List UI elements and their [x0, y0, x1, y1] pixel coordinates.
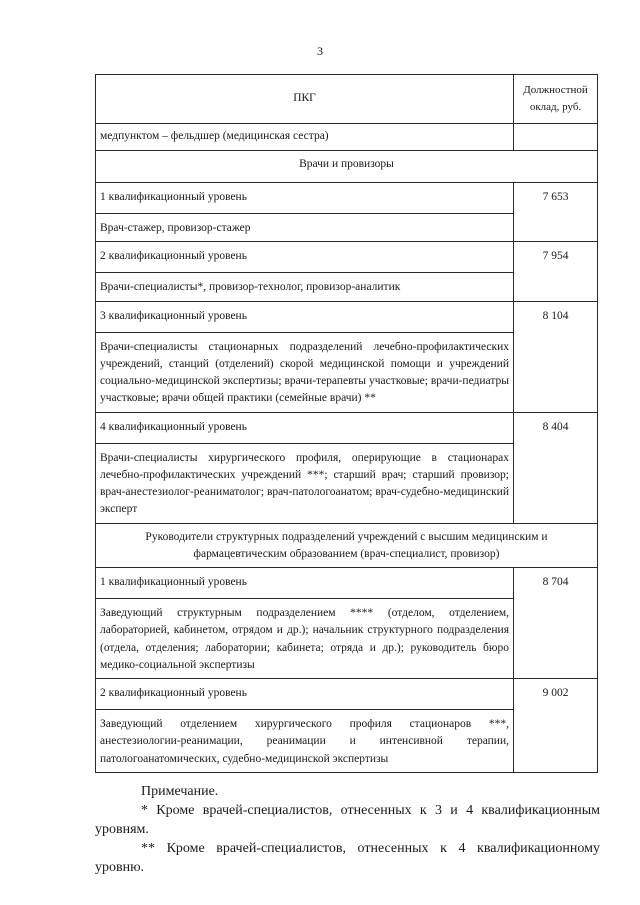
- level-label: 1 квалификационный уровень: [96, 568, 514, 599]
- level-row: [96, 183, 598, 214]
- level-description: Врачи-специалисты стационарных подразделений лечебно-профилактических учреждений, станций (отделений) скорой медицинской помощи и учреждений социально-медицинской экспертизы; врачи-терапевты участковые; врачи-педиатры участковые; врачи общей практики (семейные врачи) **: [96, 332, 514, 412]
- section-row: [96, 151, 598, 183]
- header-salary: [514, 75, 598, 124]
- level-description: Врач-стажер, провизор-стажер: [96, 214, 514, 242]
- section-heads: Руководители структурных подразделений учреждений с высшим медицинским и фармацевтическим образованием (врач-специалист, провизор): [96, 523, 598, 568]
- note-1: * Кроме врачей-специалистов, отнесенных к 3 и 4 квалификационным уровням.: [95, 803, 600, 837]
- level-description: Заведующий структурным подразделением **** (отделом, отделением, лабораторией, кабинетом, отрядом и др.); начальник структурного подразделения (отдела, отделения; лаборатории; кабинета; отряда и др.); руководитель бюро медико-социальной экспертизы: [96, 599, 514, 679]
- level-label: 2 квалификационный уровень: [96, 679, 514, 710]
- table-row: [96, 124, 598, 151]
- level-row: [96, 242, 598, 273]
- section-row: [96, 523, 598, 568]
- salary-value: 9 002: [514, 679, 598, 773]
- salary-value: 7 653: [514, 183, 598, 242]
- salary-value: 8 404: [514, 412, 598, 523]
- table-header-row: [96, 75, 598, 124]
- header-salary-line1: Должностной: [523, 83, 588, 96]
- level-row: [96, 412, 598, 443]
- salary-value: 7 954: [514, 242, 598, 301]
- top-row-text: медпунктом – фельдшер (медицинская сестра): [96, 124, 514, 151]
- header-salary-line2: оклад, руб.: [529, 101, 582, 113]
- page-number: 3: [317, 44, 323, 58]
- level-description: Врачи-специалисты хирургического профиля, оперирующие в стационарах лечебно-профилактических учреждений ***; старший врач; старший провизор; врач-анестезиолог-реаниматолог; врач-патологоанатом; врач-судебно-медицинский эксперт: [96, 443, 514, 523]
- level-row: [96, 301, 598, 332]
- level-label: 2 квалификационный уровень: [96, 242, 514, 273]
- salary-value: 8 704: [514, 568, 598, 679]
- note-title: Примечание.: [141, 784, 219, 799]
- level-description: Заведующий отделением хирургического профиля стационаров ***, анестезиологии-реанимации, реанимации и интенсивной терапии, патологоанатомических, судебно-медицинской экспертизы: [96, 710, 514, 773]
- section-doctors: Врачи и провизоры: [96, 151, 598, 183]
- level-description: Врачи-специалисты*, провизор-технолог, провизор-аналитик: [96, 273, 514, 301]
- top-row-salary: [514, 124, 598, 151]
- level-label: 4 квалификационный уровень: [96, 412, 514, 443]
- level-label: 1 квалификационный уровень: [96, 183, 514, 214]
- level-label: 3 квалификационный уровень: [96, 301, 514, 332]
- note-2: ** Кроме врачей-специалистов, отнесенных к 4 квалификационному уровню.: [95, 841, 600, 875]
- salary-value: 8 104: [514, 301, 598, 412]
- header-pkg: ПКГ: [96, 75, 514, 124]
- salary-table: [95, 74, 598, 773]
- level-row: [96, 568, 598, 599]
- level-row: [96, 679, 598, 710]
